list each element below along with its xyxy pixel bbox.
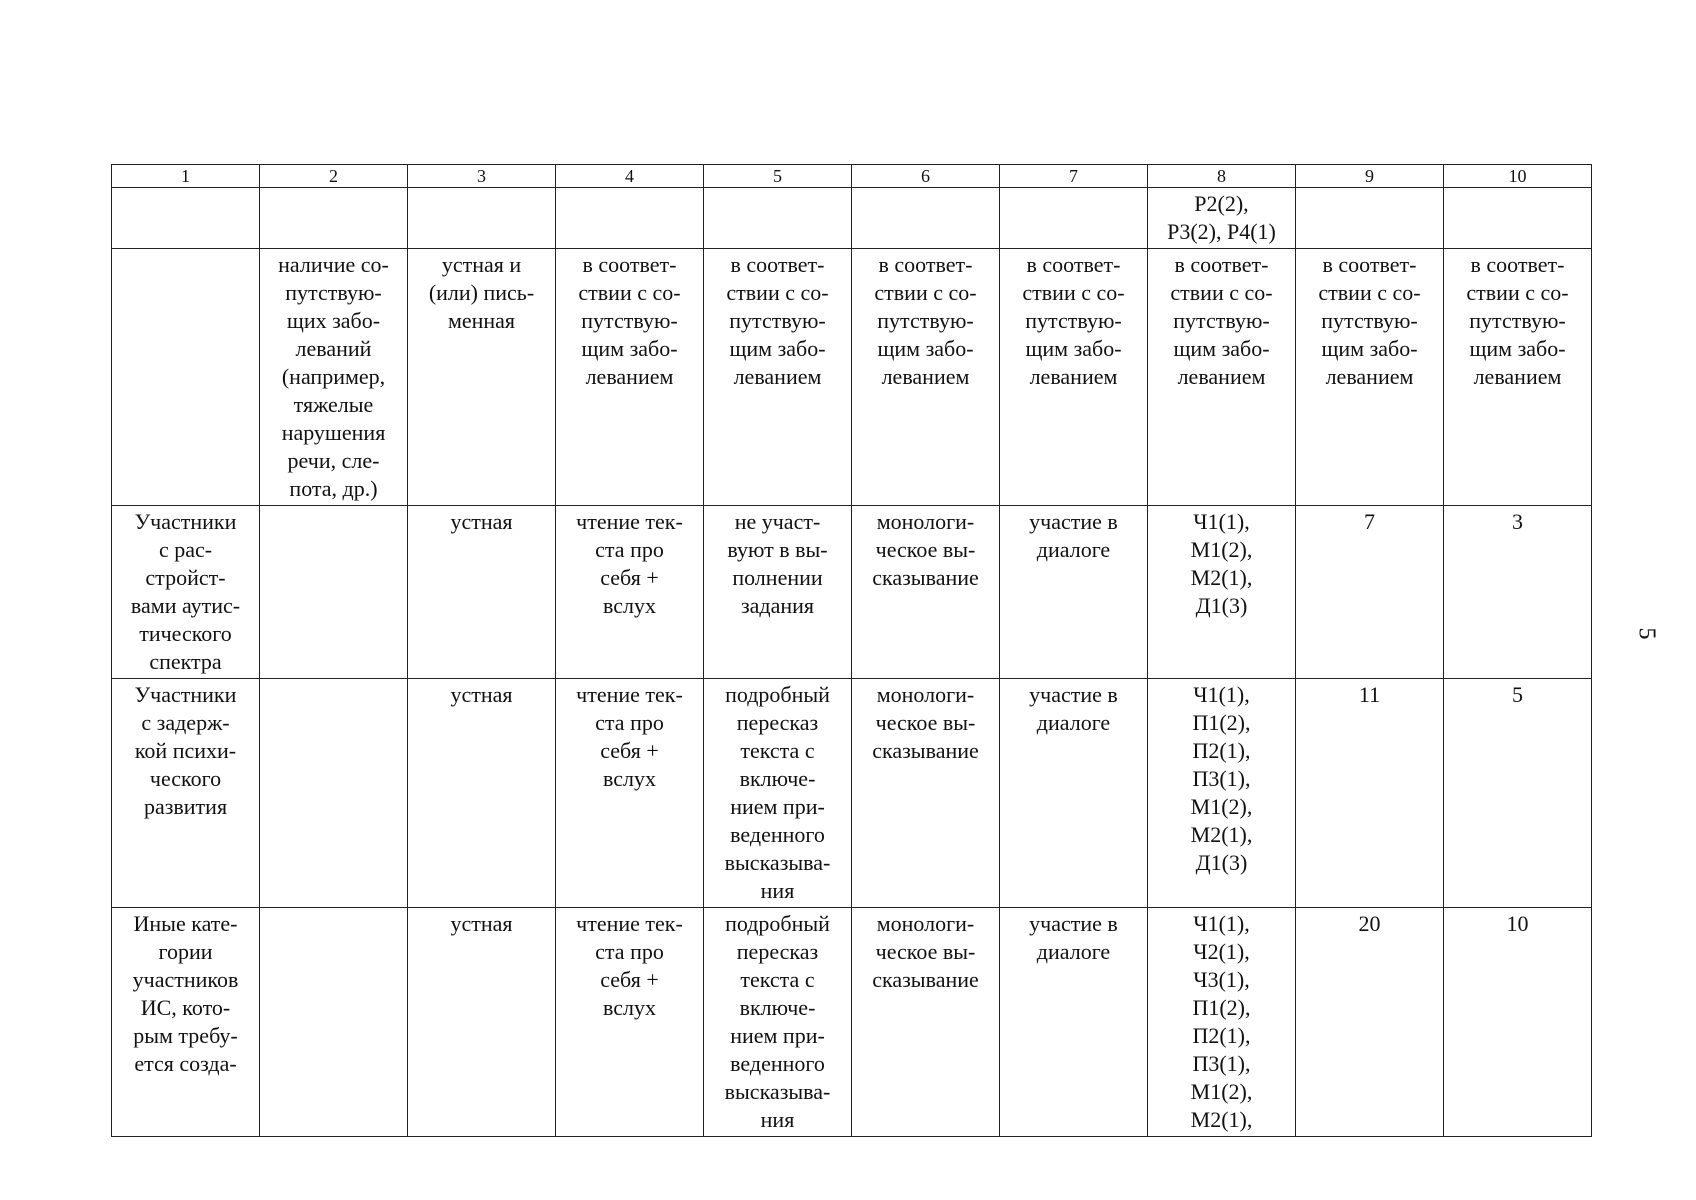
table-cell: в соответ- ствии с со- путствую- щим забо- леванием bbox=[556, 249, 704, 506]
table-cell: наличие со- путствую- щих забо- леваний (например, тяжелые нарушения речи, сле- пота, др.) bbox=[260, 249, 408, 506]
table-cell: участие в диалоге bbox=[1000, 679, 1148, 908]
table-cell: 7 bbox=[1296, 506, 1444, 679]
table-cell: не участ- вуют в вы- полнении задания bbox=[704, 506, 852, 679]
table-cell: в соответ- ствии с со- путствую- щим забо- леванием bbox=[1444, 249, 1592, 506]
table-cell bbox=[852, 188, 1000, 249]
column-number: 9 bbox=[1296, 165, 1444, 188]
table-cell: Участники с рас- стройст- вами аутис- тического спектра bbox=[112, 506, 260, 679]
table-row bbox=[112, 506, 1592, 679]
table-cell bbox=[1296, 188, 1444, 249]
table-cell: Участники с задерж- кой психи- ческого развития bbox=[112, 679, 260, 908]
table-cell bbox=[408, 188, 556, 249]
table-cell: устная bbox=[408, 908, 556, 1137]
table-cell: устная bbox=[408, 679, 556, 908]
table-cell: подробный пересказ текста с включе- нием при- веденного высказыва- ния bbox=[704, 679, 852, 908]
table-cell: Иные кате- гории участников ИС, кото- рым требу- ется созда- bbox=[112, 908, 260, 1137]
table-cell: подробный пересказ текста с включе- нием при- веденного высказыва- ния bbox=[704, 908, 852, 1137]
table-cell bbox=[704, 188, 852, 249]
table-cell: Ч1(1), Ч2(1), Ч3(1), П1(2), П2(1), П3(1), М1(2), М2(1), bbox=[1148, 908, 1296, 1137]
table-cell: монологи- ческое вы- сказывание bbox=[852, 679, 1000, 908]
table-cell: участие в диалоге bbox=[1000, 908, 1148, 1137]
table-cell: чтение тек- ста про себя + вслух bbox=[556, 506, 704, 679]
table-cell bbox=[260, 506, 408, 679]
table-cell: чтение тек- ста про себя + вслух bbox=[556, 679, 704, 908]
column-number: 7 bbox=[1000, 165, 1148, 188]
table-row bbox=[112, 908, 1592, 1137]
table-row bbox=[112, 679, 1592, 908]
column-number: 3 bbox=[408, 165, 556, 188]
table-cell: Ч1(1), М1(2), М2(1), Д1(3) bbox=[1148, 506, 1296, 679]
table-cell: в соответ- ствии с со- путствую- щим забо- леванием bbox=[1296, 249, 1444, 506]
table-cell bbox=[260, 679, 408, 908]
column-number: 10 bbox=[1444, 165, 1592, 188]
column-number: 8 bbox=[1148, 165, 1296, 188]
table-cell: устная bbox=[408, 506, 556, 679]
table-cell: 20 bbox=[1296, 908, 1444, 1137]
table-cell bbox=[112, 249, 260, 506]
table-cell: в соответ- ствии с со- путствую- щим забо- леванием bbox=[852, 249, 1000, 506]
table-cell: монологи- ческое вы- сказывание bbox=[852, 506, 1000, 679]
table-row bbox=[112, 249, 1592, 506]
table-cell: 11 bbox=[1296, 679, 1444, 908]
table-cell bbox=[260, 908, 408, 1137]
table-cell: 10 bbox=[1444, 908, 1592, 1137]
table-cell: устная и (или) пись- менная bbox=[408, 249, 556, 506]
table-cell: в соответ- ствии с со- путствую- щим забо- леванием bbox=[1000, 249, 1148, 506]
table-cell bbox=[112, 188, 260, 249]
table-cell: Р2(2), Р3(2), Р4(1) bbox=[1148, 188, 1296, 249]
table-cell: 3 bbox=[1444, 506, 1592, 679]
table-cell: монологи- ческое вы- сказывание bbox=[852, 908, 1000, 1137]
column-number-row bbox=[112, 165, 1592, 188]
assessment-table bbox=[111, 164, 1592, 1137]
table-cell bbox=[1444, 188, 1592, 249]
table-cell: Ч1(1), П1(2), П2(1), П3(1), М1(2), М2(1), Д1(3) bbox=[1148, 679, 1296, 908]
table-cell bbox=[260, 188, 408, 249]
column-number: 6 bbox=[852, 165, 1000, 188]
table-cell: в соответ- ствии с со- путствую- щим забо- леванием bbox=[704, 249, 852, 506]
table-cell: в соответ- ствии с со- путствую- щим забо- леванием bbox=[1148, 249, 1296, 506]
table-cell: чтение тек- ста про себя + вслух bbox=[556, 908, 704, 1137]
table-cell bbox=[1000, 188, 1148, 249]
table-row bbox=[112, 188, 1592, 249]
column-number: 2 bbox=[260, 165, 408, 188]
table-cell bbox=[556, 188, 704, 249]
table-cell: участие в диалоге bbox=[1000, 506, 1148, 679]
page-number: 5 bbox=[1633, 627, 1660, 640]
column-number: 4 bbox=[556, 165, 704, 188]
column-number: 5 bbox=[704, 165, 852, 188]
table-cell: 5 bbox=[1444, 679, 1592, 908]
column-number: 1 bbox=[112, 165, 260, 188]
